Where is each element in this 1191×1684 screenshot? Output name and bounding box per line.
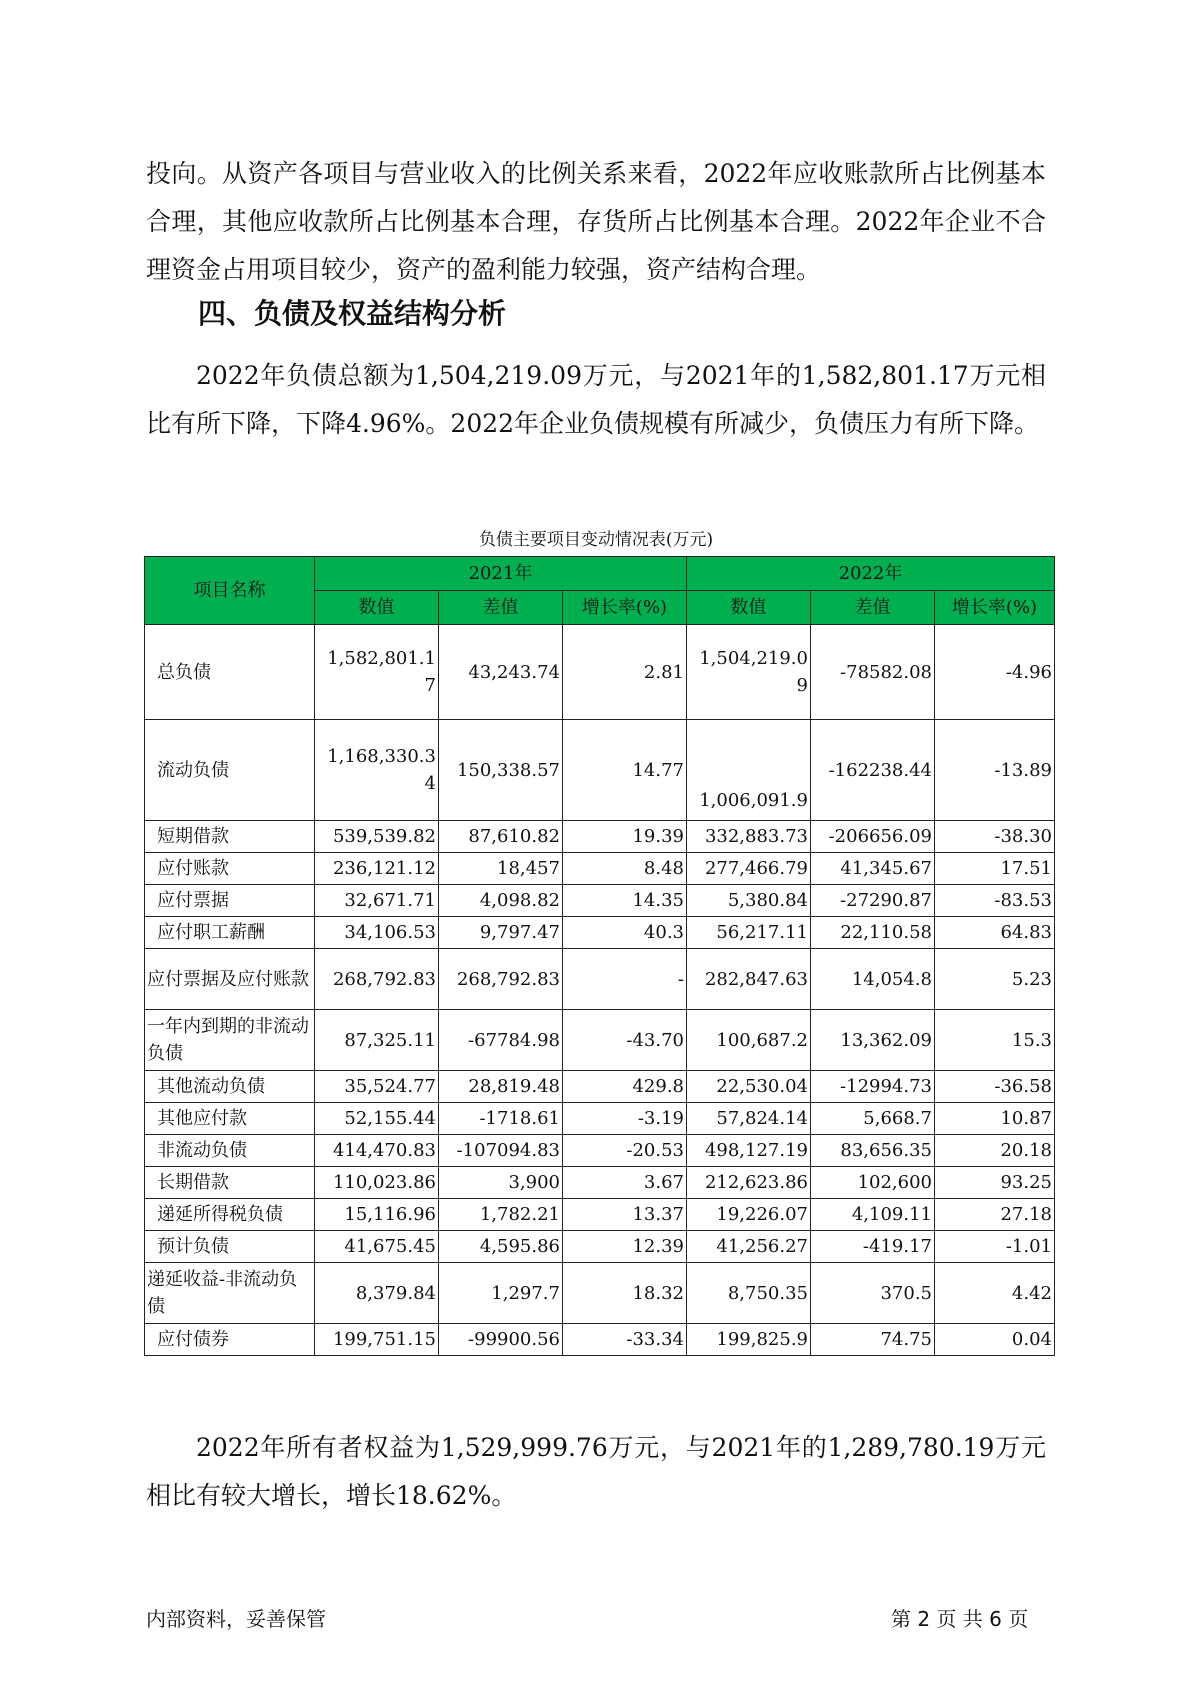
- cell-growth-2022: 0.04: [935, 1324, 1055, 1356]
- cell-diff-2022: 4,109.11: [811, 1199, 935, 1231]
- header-value-2021: 数值: [315, 591, 439, 625]
- row-name: 应付职工薪酬: [145, 917, 315, 949]
- cell-diff-2022: 14,054.8: [811, 949, 935, 1010]
- cell-diff-2021: -107094.83: [439, 1135, 563, 1167]
- cell-value-2021: 268,792.83: [315, 949, 439, 1010]
- cell-diff-2021: 3,900: [439, 1167, 563, 1199]
- cell-value-2022: 277,466.79: [687, 853, 811, 885]
- cell-value-2021: 199,751.15: [315, 1324, 439, 1356]
- table-row: [145, 1071, 1055, 1103]
- cell-value-2021: 35,524.77: [315, 1071, 439, 1103]
- cell-growth-2021: 12.39: [563, 1231, 687, 1263]
- cell-growth-2021: -43.70: [563, 1010, 687, 1071]
- cell-growth-2022: 5.23: [935, 949, 1055, 1010]
- cell-value-2022: 332,883.73: [687, 821, 811, 853]
- row-name: 应付票据及应付账款: [145, 949, 315, 1010]
- row-name: 预计负债: [145, 1231, 315, 1263]
- cell-value-2021: 236,121.12: [315, 853, 439, 885]
- cell-value-2022: 19,226.07: [687, 1199, 811, 1231]
- cell-diff-2021: 9,797.47: [439, 917, 563, 949]
- cell-growth-2022: 64.83: [935, 917, 1055, 949]
- cell-value-2021: 41,675.45: [315, 1231, 439, 1263]
- cell-diff-2021: 43,243.74: [439, 625, 563, 720]
- cell-value-2022: 1,504,219.09: [687, 625, 811, 720]
- row-name: 其他应付款: [145, 1103, 315, 1135]
- cell-value-2022: 199,825.9: [687, 1324, 811, 1356]
- cell-diff-2021: 18,457: [439, 853, 563, 885]
- cell-growth-2022: -38.30: [935, 821, 1055, 853]
- cell-diff-2022: -162238.44: [811, 720, 935, 821]
- cell-diff-2021: 1,782.21: [439, 1199, 563, 1231]
- cell-diff-2021: 4,098.82: [439, 885, 563, 917]
- row-name: 应付债券: [145, 1324, 315, 1356]
- table-row: [145, 1135, 1055, 1167]
- header-diff-2021: 差值: [439, 591, 563, 625]
- cell-growth-2022: 20.18: [935, 1135, 1055, 1167]
- row-name: 其他流动负债: [145, 1071, 315, 1103]
- equity-paragraph: 2022年所有者权益为1,529,999.76万元，与2021年的1,289,780.19万元相比有较大增长，增长18.62%。: [146, 1433, 1046, 1510]
- cell-diff-2022: 13,362.09: [811, 1010, 935, 1071]
- cell-growth-2021: 14.35: [563, 885, 687, 917]
- table-row: [145, 821, 1055, 853]
- cell-diff-2022: -419.17: [811, 1231, 935, 1263]
- cell-growth-2021: -: [563, 949, 687, 1010]
- cell-growth-2021: -33.34: [563, 1324, 687, 1356]
- cell-diff-2021: -1718.61: [439, 1103, 563, 1135]
- cell-value-2021: 414,470.83: [315, 1135, 439, 1167]
- cell-diff-2022: 83,656.35: [811, 1135, 935, 1167]
- cell-growth-2022: -83.53: [935, 885, 1055, 917]
- cell-diff-2022: 5,668.7: [811, 1103, 935, 1135]
- table-row: [145, 625, 1055, 720]
- footer-page-number: 第 2 页 共 6 页: [891, 1607, 1029, 1631]
- cell-growth-2021: -3.19: [563, 1103, 687, 1135]
- cell-value-2022: 100,687.2: [687, 1010, 811, 1071]
- table-row: [145, 917, 1055, 949]
- cell-growth-2021: 429.8: [563, 1071, 687, 1103]
- cell-growth-2021: 13.37: [563, 1199, 687, 1231]
- cell-diff-2021: 268,792.83: [439, 949, 563, 1010]
- footer-confidential-note: 内部资料，妥善保管: [146, 1607, 326, 1631]
- cell-value-2022: 1,006,091.9: [687, 720, 811, 821]
- cell-growth-2021: 40.3: [563, 917, 687, 949]
- row-name: 一年内到期的非流动负债: [145, 1010, 315, 1071]
- row-name: 流动负债: [145, 720, 315, 821]
- cell-growth-2022: 27.18: [935, 1199, 1055, 1231]
- header-year-2022: 2022年: [687, 557, 1055, 591]
- table-row: [145, 1263, 1055, 1324]
- cell-growth-2022: -13.89: [935, 720, 1055, 821]
- table-row: [145, 720, 1055, 821]
- cell-diff-2022: 22,110.58: [811, 917, 935, 949]
- header-growth-2022: 增长率(%): [935, 591, 1055, 625]
- cell-growth-2022: -4.96: [935, 625, 1055, 720]
- cell-value-2022: 57,824.14: [687, 1103, 811, 1135]
- row-name: 递延所得税负债: [145, 1199, 315, 1231]
- table-row: [145, 949, 1055, 1010]
- table-row: [145, 1199, 1055, 1231]
- liability-table: [144, 556, 1055, 1356]
- cell-growth-2022: 10.87: [935, 1103, 1055, 1135]
- section-heading: 四、负债及权益结构分析: [198, 297, 507, 330]
- cell-value-2021: 110,023.86: [315, 1167, 439, 1199]
- cell-value-2021: 87,325.11: [315, 1010, 439, 1071]
- cell-growth-2021: -20.53: [563, 1135, 687, 1167]
- cell-value-2022: 5,380.84: [687, 885, 811, 917]
- header-growth-2021: 增长率(%): [563, 591, 687, 625]
- cell-value-2021: 1,168,330.34: [315, 720, 439, 821]
- table-row: [145, 885, 1055, 917]
- cell-diff-2022: 102,600: [811, 1167, 935, 1199]
- cell-growth-2021: 19.39: [563, 821, 687, 853]
- cell-growth-2022: 4.42: [935, 1263, 1055, 1324]
- header-value-2022: 数值: [687, 591, 811, 625]
- cell-growth-2021: 8.48: [563, 853, 687, 885]
- cell-value-2022: 56,217.11: [687, 917, 811, 949]
- cell-diff-2021: -67784.98: [439, 1010, 563, 1071]
- cell-diff-2021: -99900.56: [439, 1324, 563, 1356]
- cell-growth-2021: 2.81: [563, 625, 687, 720]
- debt-total-paragraph: 2022年负债总额为1,504,219.09万元，与2021年的1,582,801.17万元相比有所下降，下降4.96%。2022年企业负债规模有所减少，负债压力有所下降。: [146, 361, 1046, 438]
- table-row: [145, 1231, 1055, 1263]
- cell-diff-2021: 87,610.82: [439, 821, 563, 853]
- cell-value-2022: 22,530.04: [687, 1071, 811, 1103]
- cell-growth-2021: 3.67: [563, 1167, 687, 1199]
- intro-paragraph: 投向。从资产各项目与营业收入的比例关系来看，2022年应收账款所占比例基本合理，其他应收款所占比例基本合理，存货所占比例基本合理。2022年企业不合理资金占用项目较少，资产的盈利能力较强，资产结构合理。: [146, 159, 1046, 284]
- cell-growth-2022: -36.58: [935, 1071, 1055, 1103]
- cell-growth-2021: 14.77: [563, 720, 687, 821]
- cell-growth-2022: -1.01: [935, 1231, 1055, 1263]
- cell-diff-2022: 74.75: [811, 1324, 935, 1356]
- cell-value-2021: 34,106.53: [315, 917, 439, 949]
- table-row: [145, 1324, 1055, 1356]
- row-name: 非流动负债: [145, 1135, 315, 1167]
- cell-value-2021: 32,671.71: [315, 885, 439, 917]
- cell-growth-2022: 15.3: [935, 1010, 1055, 1071]
- cell-diff-2022: -12994.73: [811, 1071, 935, 1103]
- row-name: 应付账款: [145, 853, 315, 885]
- header-diff-2022: 差值: [811, 591, 935, 625]
- cell-diff-2021: 150,338.57: [439, 720, 563, 821]
- cell-value-2021: 1,582,801.17: [315, 625, 439, 720]
- row-name: 总负债: [145, 625, 315, 720]
- table-title: 负债主要项目变动情况表(万元): [478, 530, 714, 550]
- row-name: 递延收益-非流动负债: [145, 1263, 315, 1324]
- cell-value-2021: 52,155.44: [315, 1103, 439, 1135]
- table-row: [145, 853, 1055, 885]
- cell-diff-2022: -78582.08: [811, 625, 935, 720]
- header-item-name: 项目名称: [145, 557, 315, 625]
- cell-diff-2021: 4,595.86: [439, 1231, 563, 1263]
- row-name: 应付票据: [145, 885, 315, 917]
- header-year-2021: 2021年: [315, 557, 687, 591]
- cell-value-2021: 15,116.96: [315, 1199, 439, 1231]
- row-name: 短期借款: [145, 821, 315, 853]
- cell-value-2022: 8,750.35: [687, 1263, 811, 1324]
- cell-value-2021: 539,539.82: [315, 821, 439, 853]
- cell-diff-2021: 1,297.7: [439, 1263, 563, 1324]
- cell-diff-2022: -206656.09: [811, 821, 935, 853]
- table-row: [145, 1167, 1055, 1199]
- cell-value-2022: 498,127.19: [687, 1135, 811, 1167]
- cell-growth-2022: 93.25: [935, 1167, 1055, 1199]
- table-row: [145, 1010, 1055, 1071]
- cell-diff-2021: 28,819.48: [439, 1071, 563, 1103]
- cell-diff-2022: 370.5: [811, 1263, 935, 1324]
- cell-growth-2022: 17.51: [935, 853, 1055, 885]
- cell-diff-2022: -27290.87: [811, 885, 935, 917]
- cell-diff-2022: 41,345.67: [811, 853, 935, 885]
- cell-value-2021: 8,379.84: [315, 1263, 439, 1324]
- cell-value-2022: 212,623.86: [687, 1167, 811, 1199]
- cell-value-2022: 41,256.27: [687, 1231, 811, 1263]
- row-name: 长期借款: [145, 1167, 315, 1199]
- cell-growth-2021: 18.32: [563, 1263, 687, 1324]
- cell-value-2022: 282,847.63: [687, 949, 811, 1010]
- table-row: [145, 1103, 1055, 1135]
